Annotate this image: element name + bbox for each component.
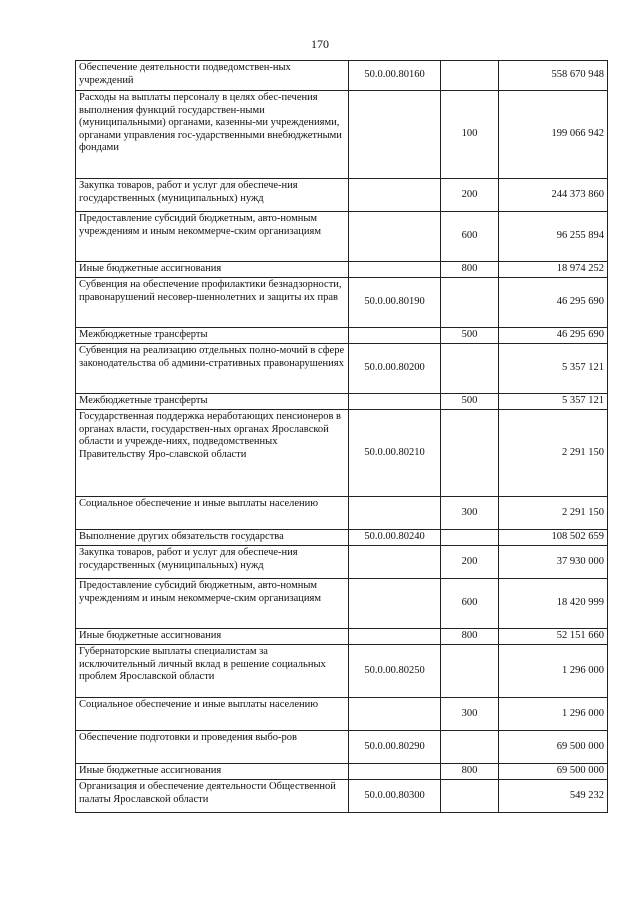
table-row	[76, 344, 608, 394]
row-sum: 69 500 000	[499, 764, 608, 780]
row-name: Обеспечение подготовки и проведения выбо-ров	[76, 731, 349, 764]
row-sum: 1 296 000	[499, 698, 608, 731]
row-sum: 558 670 948	[499, 61, 608, 91]
row-name: Предоставление субсидий бюджетным, авто-номным учреждениям и иным некоммерче-ским организациям	[76, 212, 349, 262]
table-row	[76, 579, 608, 629]
row-type: 100	[441, 91, 499, 179]
row-code: 50.0.00.80290	[349, 731, 441, 764]
table-row	[76, 780, 608, 813]
row-name: Расходы на выплаты персоналу в целях обес-печения выполнения функций государствен-ными (муниципальными) органами, казенны-ми учреждениями, органами управления гос-ударственными внебюджетными фондами	[76, 91, 349, 179]
page-number: 170	[311, 37, 329, 51]
row-sum: 46 295 690	[499, 328, 608, 344]
row-code: 50.0.00.80160	[349, 61, 441, 91]
row-sum: 5 357 121	[499, 344, 608, 394]
row-code: 50.0.00.80190	[349, 278, 441, 328]
table-row	[76, 328, 608, 344]
row-type	[441, 780, 499, 813]
row-sum: 69 500 000	[499, 731, 608, 764]
row-sum: 46 295 690	[499, 278, 608, 328]
row-name: Закупка товаров, работ и услуг для обеспече-ния государственных (муниципальных) нужд	[76, 546, 349, 579]
row-name: Предоставление субсидий бюджетным, авто-номным учреждениям и иным некоммерче-ским организациям	[76, 579, 349, 629]
row-type	[441, 731, 499, 764]
row-name: Обеспечение деятельности подведомствен-ных учреждений	[76, 61, 349, 91]
table-row	[76, 764, 608, 780]
table-row	[76, 179, 608, 212]
table-row	[76, 91, 608, 179]
row-sum: 108 502 659	[499, 530, 608, 546]
table-row	[76, 394, 608, 410]
row-code	[349, 179, 441, 212]
row-type: 600	[441, 212, 499, 262]
row-type: 800	[441, 764, 499, 780]
row-name: Государственная поддержка неработающих пенсионеров в органах власти, государствен-ных органах Ярославской области и учрежде-ниях, подведомственных Правительству Яро-славской области	[76, 410, 349, 497]
row-sum: 2 291 150	[499, 497, 608, 530]
row-code: 50.0.00.80210	[349, 410, 441, 497]
row-type	[441, 61, 499, 91]
row-code: 50.0.00.80240	[349, 530, 441, 546]
row-sum: 549 232	[499, 780, 608, 813]
row-code	[349, 497, 441, 530]
table-row	[76, 530, 608, 546]
row-sum: 52 151 660	[499, 629, 608, 645]
table-row	[76, 61, 608, 91]
table-row	[76, 629, 608, 645]
row-sum: 37 930 000	[499, 546, 608, 579]
row-code	[349, 262, 441, 278]
row-type: 300	[441, 698, 499, 731]
row-code	[349, 546, 441, 579]
table-row	[76, 731, 608, 764]
row-type: 300	[441, 497, 499, 530]
row-type	[441, 645, 499, 698]
row-type: 500	[441, 394, 499, 410]
row-name: Субвенция на обеспечение профилактики безнадзорности, правонарушений несовер-шеннолетних и защиты их прав	[76, 278, 349, 328]
row-name: Межбюджетные трансферты	[76, 328, 349, 344]
row-name: Иные бюджетные ассигнования	[76, 262, 349, 278]
row-type: 800	[441, 262, 499, 278]
table-row	[76, 410, 608, 497]
row-type: 500	[441, 328, 499, 344]
row-code	[349, 91, 441, 179]
row-name: Субвенция на реализацию отдельных полно-мочий в сфере законодательства об админи-стративных правонарушениях	[76, 344, 349, 394]
row-sum: 5 357 121	[499, 394, 608, 410]
table-row	[76, 698, 608, 731]
row-type	[441, 410, 499, 497]
row-sum: 1 296 000	[499, 645, 608, 698]
row-name: Закупка товаров, работ и услуг для обеспече-ния государственных (муниципальных) нужд	[76, 179, 349, 212]
table-row	[76, 262, 608, 278]
row-name: Социальное обеспечение и иные выплаты населению	[76, 497, 349, 530]
table-row	[76, 645, 608, 698]
row-code	[349, 698, 441, 731]
row-type: 800	[441, 629, 499, 645]
row-sum: 199 066 942	[499, 91, 608, 179]
row-code	[349, 394, 441, 410]
row-code	[349, 212, 441, 262]
row-code: 50.0.00.80200	[349, 344, 441, 394]
row-name: Выполнение других обязательств государства	[76, 530, 349, 546]
row-sum: 18 974 252	[499, 262, 608, 278]
row-sum: 244 373 860	[499, 179, 608, 212]
row-sum: 2 291 150	[499, 410, 608, 497]
row-type	[441, 278, 499, 328]
row-name: Социальное обеспечение и иные выплаты населению	[76, 698, 349, 731]
row-type: 600	[441, 579, 499, 629]
row-type: 200	[441, 179, 499, 212]
table-row	[76, 212, 608, 262]
row-code	[349, 328, 441, 344]
table-row	[76, 278, 608, 328]
row-type: 200	[441, 546, 499, 579]
row-code: 50.0.00.80250	[349, 645, 441, 698]
row-sum: 18 420 999	[499, 579, 608, 629]
budget-table	[75, 60, 608, 813]
row-type	[441, 530, 499, 546]
row-name: Иные бюджетные ассигнования	[76, 764, 349, 780]
row-code	[349, 579, 441, 629]
row-name: Организация и обеспечение деятельности Общественной палаты Ярославской области	[76, 780, 349, 813]
row-type	[441, 344, 499, 394]
row-code	[349, 764, 441, 780]
table-row	[76, 546, 608, 579]
row-name: Губернаторские выплаты специалистам за исключительный личный вклад в решение социальных проблем Ярославской области	[76, 645, 349, 698]
row-code	[349, 629, 441, 645]
row-code: 50.0.00.80300	[349, 780, 441, 813]
row-name: Межбюджетные трансферты	[76, 394, 349, 410]
table-row	[76, 497, 608, 530]
row-sum: 96 255 894	[499, 212, 608, 262]
row-name: Иные бюджетные ассигнования	[76, 629, 349, 645]
